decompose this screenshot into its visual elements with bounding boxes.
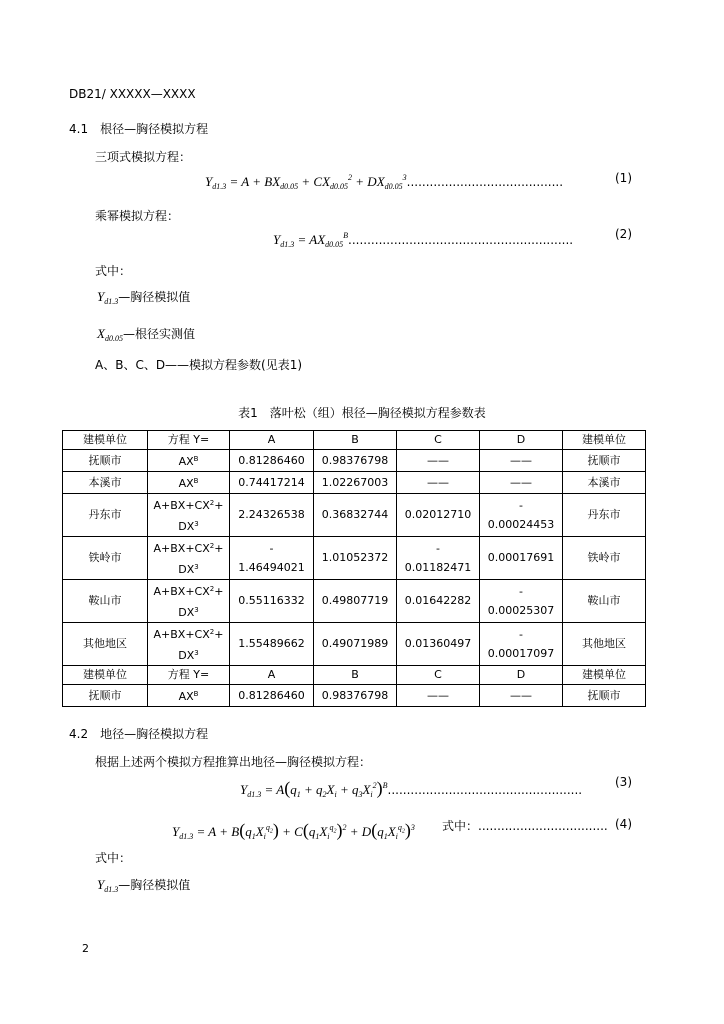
unit-cell: 抚顺市 — [563, 685, 646, 707]
unit-cell: 丹东市 — [63, 494, 148, 537]
param-b-cell: 0.36832744 — [314, 494, 397, 537]
equation-1-number: (1) — [615, 171, 632, 185]
param-b-cell: 0.49807719 — [314, 580, 397, 623]
header-cell: 方程 Y= — [148, 666, 230, 685]
param-a-cell: 0.81286460 — [230, 450, 314, 472]
param-a-cell: 2.24326538 — [230, 494, 314, 537]
param-a-cell: 0.55116332 — [230, 580, 314, 623]
param-a-cell: 0.81286460 — [230, 685, 314, 707]
three-term-label: 三项式模拟方程： — [95, 150, 192, 164]
table-row — [63, 472, 646, 494]
param-c-cell: 0.02012710 — [397, 494, 480, 537]
where-label-2: 式中： — [95, 851, 132, 865]
unit-cell: 铁岭市 — [563, 537, 646, 580]
unit-cell: 本溪市 — [63, 472, 148, 494]
table-repeat-header-row — [63, 666, 646, 685]
where-label: 式中： — [95, 264, 132, 278]
definition-y: $Y_{d1.3}—$胸径模拟值 — [97, 289, 191, 306]
param-c-cell: - 0.01182471 — [397, 537, 480, 580]
unit-cell: 铁岭市 — [63, 537, 148, 580]
section-4-2-heading: 4.2 地径—胸径模拟方程 — [69, 727, 209, 741]
equation-2: $Y_{d1.3} = AX_{d0.05}^B$........................................................... — [273, 231, 574, 249]
equation-4: $Y_{d1.3} = A + B(q_1X_i^{q_2}) + C(q_1X_i^{q_2})^2 + D(q_1X_i^{q_2})^3$ — [172, 820, 415, 841]
equation-3-number: (3) — [615, 775, 632, 789]
param-b-cell: 0.98376798 — [314, 450, 397, 472]
unit-cell: 抚顺市 — [563, 450, 646, 472]
equation-3: $Y_{d1.3} = A(q_1 + q_2X_i + q_3X_i^2)^B$................................................... — [240, 778, 583, 799]
header-cell: 建模单位 — [63, 666, 148, 685]
param-b-cell: 0.98376798 — [314, 685, 397, 707]
equation-cell: $AX^B$ — [148, 450, 230, 472]
page-number: 2 — [82, 942, 89, 955]
param-b-cell: 1.02267003 — [314, 472, 397, 494]
header-cell: D — [480, 666, 563, 685]
equation-1: $Y_{d1.3} = A + BX_{d0.05} + CX_{d0.05}^2 + DX_{d0.05}^3$......................................... — [205, 173, 564, 191]
unit-cell: 鞍山市 — [63, 580, 148, 623]
unit-cell: 本溪市 — [563, 472, 646, 494]
header-cell: C — [397, 666, 480, 685]
header-cell: A — [230, 431, 314, 450]
equation-4-number: (4) — [615, 817, 632, 831]
param-c-cell: —— — [397, 472, 480, 494]
param-c-cell: 0.01642282 — [397, 580, 480, 623]
header-cell: C — [397, 431, 480, 450]
section-4-1-heading: 4.1 根径—胸径模拟方程 — [69, 122, 209, 136]
param-c-cell: 0.01360497 — [397, 623, 480, 666]
param-a-cell: - 1.46494021 — [230, 537, 314, 580]
unit-cell: 其他地区 — [563, 623, 646, 666]
header-cell: 建模单位 — [563, 431, 646, 450]
equation-cell: $A+BX+CX^2+$ $DX^3$ — [148, 623, 230, 666]
parameter-table — [62, 430, 646, 707]
table-row — [63, 537, 646, 580]
header-cell: B — [314, 431, 397, 450]
table-row — [63, 623, 646, 666]
equation-2-number: (2) — [615, 227, 632, 241]
header-cell: A — [230, 666, 314, 685]
power-label: 乘幂模拟方程： — [95, 209, 180, 223]
equation-cell: $A+BX+CX^2+$ $DX^3$ — [148, 537, 230, 580]
table-caption: 表1 落叶松（组）根径—胸径模拟方程参数表 — [238, 406, 486, 420]
param-d-cell: - 0.00017097 — [480, 623, 563, 666]
table-row — [63, 450, 646, 472]
param-c-cell: —— — [397, 685, 480, 707]
equation-cell: $A+BX+CX^2+$ $DX^3$ — [148, 580, 230, 623]
equation-cell: $AX^B$ — [148, 685, 230, 707]
equation-4-label: 式中：.................................. — [442, 819, 608, 833]
unit-cell: 鞍山市 — [563, 580, 646, 623]
section-4-2-intro: 根据上述两个模拟方程推算出地径—胸径模拟方程： — [95, 755, 372, 769]
param-d-cell: —— — [480, 472, 563, 494]
definition-params: A、B、C、D——模拟方程参数(见表1) — [95, 358, 303, 372]
param-a-cell: 1.55489662 — [230, 623, 314, 666]
table-row — [63, 580, 646, 623]
definition-x: $X_{d0.05}—$根径实测值 — [97, 326, 195, 343]
unit-cell: 抚顺市 — [63, 450, 148, 472]
param-d-cell: - 0.00025307 — [480, 580, 563, 623]
table-row — [63, 685, 646, 707]
param-b-cell: 1.01052372 — [314, 537, 397, 580]
header-cell: 建模单位 — [563, 666, 646, 685]
header-cell: 建模单位 — [63, 431, 148, 450]
table-row — [63, 494, 646, 537]
definition-y-2: $Y_{d1.3}—$胸径模拟值 — [97, 877, 191, 894]
param-d-cell: - 0.00024453 — [480, 494, 563, 537]
header-cell: 方程 Y= — [148, 431, 230, 450]
param-d-cell: 0.00017691 — [480, 537, 563, 580]
header-cell: B — [314, 666, 397, 685]
equation-cell: $AX^B$ — [148, 472, 230, 494]
header-cell: D — [480, 431, 563, 450]
document-code: DB21/ XXXXX—XXXX — [69, 87, 196, 101]
param-a-cell: 0.74417214 — [230, 472, 314, 494]
unit-cell: 抚顺市 — [63, 685, 148, 707]
table-header-row — [63, 431, 646, 450]
unit-cell: 其他地区 — [63, 623, 148, 666]
equation-cell: $A+BX+CX^2+$ $DX^3$ — [148, 494, 230, 537]
param-d-cell: —— — [480, 450, 563, 472]
param-c-cell: —— — [397, 450, 480, 472]
unit-cell: 丹东市 — [563, 494, 646, 537]
param-b-cell: 0.49071989 — [314, 623, 397, 666]
param-d-cell: —— — [480, 685, 563, 707]
